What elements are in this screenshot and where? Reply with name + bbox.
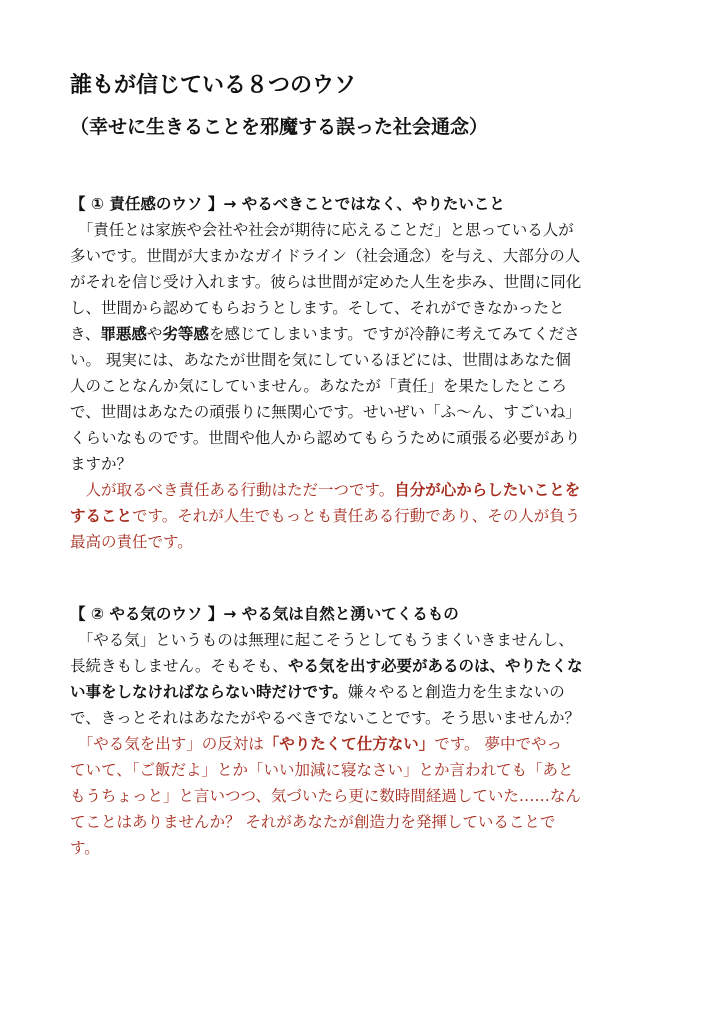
text-line: で、世間はあなたの頑張りに無関心です。せいぜい「ふ～ん、すごいね」	[70, 403, 581, 421]
text-line	[70, 217, 660, 243]
text-line: がそれを信じ受け入れます。彼らは世間が定めた人生を歩み、世間に同化	[70, 273, 582, 291]
text-line: もうちょっと」と言いつつ、気づいたら更に数時間経過していた……なん	[70, 787, 581, 805]
text-line: す。	[70, 839, 100, 857]
section-heading: 【 ① 責任感のウソ 】→ やるべきことではなく、やりたいこと	[70, 195, 505, 213]
text: や	[146, 325, 163, 343]
paragraph	[70, 627, 660, 731]
text-line	[70, 627, 660, 653]
text: 人が取るべき責任ある行動はただ一つです。	[85, 481, 395, 499]
text-line: くらいなものです。世間や他人から認めてもらうために頑張る必要があり	[70, 429, 581, 447]
text: 嫌々やると創造力を生まないの	[347, 683, 565, 701]
text: 「責任とは家族や会社や社会が期待に応えることだ」と思っている人が	[85, 221, 574, 239]
text: です。それが人生でもっとも責任ある行動であり、その人が負う	[132, 507, 581, 525]
text-line	[70, 321, 660, 347]
paragraph	[70, 217, 660, 477]
page-subtitle: （幸せに生きることを邪魔する誤った社会通念）	[70, 116, 489, 138]
section-motivation	[70, 601, 660, 861]
emphasis: 「やりたくて仕方ない」	[263, 735, 435, 753]
section-responsibility	[70, 191, 660, 555]
text: を感じてしまいます。ですが冷静に考えてみてくださ	[208, 325, 580, 343]
text-line: 最高の責任です。	[70, 533, 193, 551]
highlight-paragraph	[70, 731, 660, 861]
text-line: てことはありませんか？ それがあなたが創造力を発揮していることで	[70, 813, 556, 831]
text-line	[70, 503, 660, 529]
text: き、	[70, 325, 101, 343]
text-line: ますか？	[70, 455, 133, 473]
text-line	[70, 653, 660, 679]
text-line: ていて、「ご飯だよ」とか「いい加減に寝なさい」とか言われても「あと	[70, 761, 574, 779]
text-line	[70, 679, 660, 705]
text: 「やる気」というものは無理に起こそうとしてもうまくいきませんし、	[85, 631, 574, 649]
emphasis: い事をしなければならない時だけです。	[70, 683, 348, 701]
text: です。 夢中でやっ	[434, 735, 562, 753]
section-heading: 【 ② やる気のウソ 】→ やる気は自然と湧いてくるもの	[70, 605, 459, 623]
text-line	[70, 477, 660, 503]
emphasis: すること	[70, 507, 133, 525]
emphasis-inferiority: 劣等感	[162, 325, 209, 343]
text: 長続きもしません。そもそも、	[70, 657, 288, 675]
emphasis-guilt: 罪悪感	[100, 325, 147, 343]
text-line: い。 現実には、あなたが世間を気にしているほどには、世間はあなた個	[70, 351, 571, 369]
text-line	[70, 731, 660, 757]
text-line: 多いです。世間が大まかなガイドライン（社会通念）を与え、大部分の人	[70, 247, 581, 265]
text: 「やる気を出す」の反対は	[85, 735, 264, 753]
text-line: 人のことなんか気にしていません。あなたが「責任」を果たしたところ	[70, 377, 567, 395]
text-line: し、世間から認めてもらおうとします。そして、それができなかったと	[70, 299, 565, 317]
highlight-paragraph	[70, 477, 660, 555]
text-line: で、きっとそれはあなたがやるべきでないことです。そう思いませんか？	[70, 709, 580, 727]
emphasis: 自分が心からしたいことを	[394, 481, 581, 499]
emphasis: やる気を出す必要があるのは、やりたくな	[287, 657, 583, 675]
page-title: 誰もが信じている８つのウソ	[70, 73, 357, 98]
